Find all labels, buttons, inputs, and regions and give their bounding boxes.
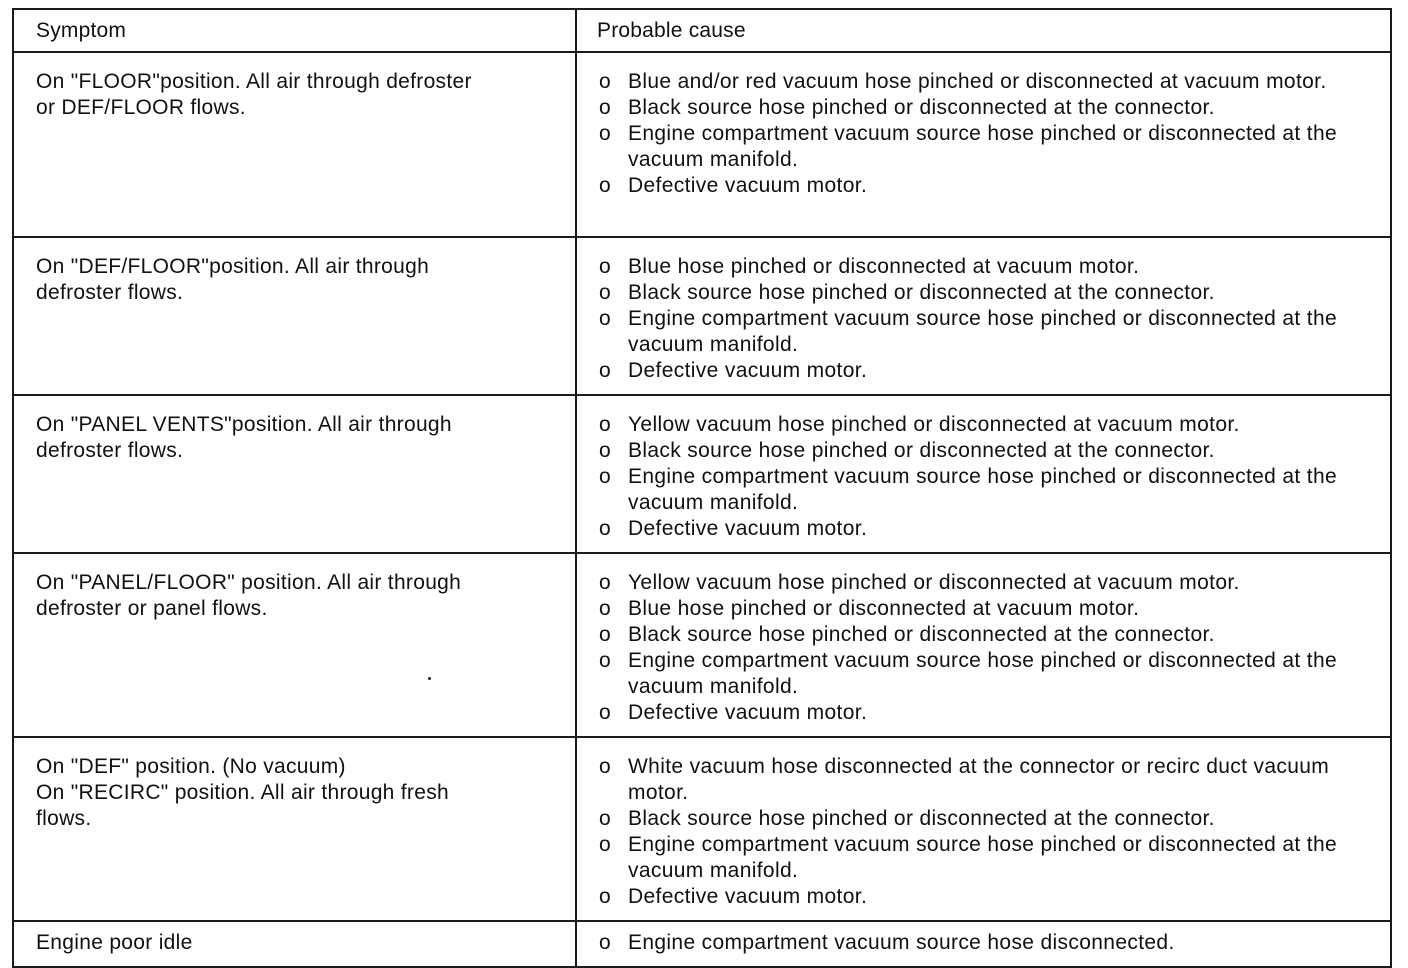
cause-item: [597, 254, 1380, 280]
symptom-header: Symptom: [36, 19, 127, 42]
cause-item: [597, 173, 1380, 199]
cause-text: Black source hose pinched or disconnected at the connector.: [628, 623, 1215, 646]
cause-text: Engine compartment vacuum source hose pinched or disconnected at the vacuum manifold.: [628, 833, 1338, 882]
cause-list: [577, 922, 1390, 966]
cause-list: [577, 238, 1390, 394]
symptom-cell: [13, 237, 576, 395]
cause-header: Probable cause: [597, 19, 746, 42]
cause-cell: [576, 237, 1391, 395]
bullet-marker: o: [599, 885, 612, 908]
bullet-marker: o: [599, 807, 612, 830]
symptom-text: Engine poor idle: [36, 931, 193, 954]
cause-list: [577, 53, 1390, 209]
cause-item: [597, 832, 1380, 884]
cause-item: [597, 570, 1380, 596]
symptom-text: On "PANEL VENTS"position. All air through defroster flows.: [36, 413, 452, 462]
troubleshooting-table: [12, 8, 1392, 968]
cause-item: [597, 280, 1380, 306]
scan-speck: [428, 677, 431, 680]
cause-item: [597, 930, 1380, 956]
cause-text: Engine compartment vacuum source hose disconnected.: [628, 931, 1175, 954]
cause-text: Engine compartment vacuum source hose pinched or disconnected at the vacuum manifold.: [628, 649, 1338, 698]
cause-item: [597, 69, 1380, 95]
cause-text: Blue hose pinched or disconnected at vacuum motor.: [628, 255, 1140, 278]
cause-text: White vacuum hose disconnected at the connector or recirc duct vacuum motor.: [628, 755, 1330, 804]
cause-text: Defective vacuum motor.: [628, 174, 868, 197]
cause-item: [597, 648, 1380, 700]
symptom-cell: [13, 52, 576, 237]
bullet-marker: o: [599, 755, 612, 778]
symptom-cell: [13, 737, 576, 921]
bullet-marker: o: [599, 255, 612, 278]
bullet-marker: o: [599, 517, 612, 540]
cause-item: [597, 358, 1380, 384]
symptom-text: On "DEF/FLOOR"position. All air through defroster flows.: [36, 255, 430, 304]
cause-item: [597, 464, 1380, 516]
symptom-cell: [13, 921, 576, 967]
bullet-marker: o: [599, 649, 612, 672]
cause-text: Yellow vacuum hose pinched or disconnected at vacuum motor.: [628, 413, 1240, 436]
bullet-marker: o: [599, 359, 612, 382]
cause-cell: [576, 553, 1391, 737]
cause-item: [597, 306, 1380, 358]
cause-item: [597, 121, 1380, 173]
symptom-text: On "FLOOR"position. All air through defroster or DEF/FLOOR flows.: [36, 70, 472, 119]
table-row: [13, 553, 1391, 737]
cause-text: Engine compartment vacuum source hose pinched or disconnected at the vacuum manifold.: [628, 122, 1338, 171]
cause-item: [597, 95, 1380, 121]
cause-item: [597, 516, 1380, 542]
bullet-marker: o: [599, 833, 612, 856]
cause-text: Defective vacuum motor.: [628, 885, 868, 908]
cause-text: Defective vacuum motor.: [628, 701, 868, 724]
symptom-header-cell: [13, 9, 576, 52]
cause-text: Black source hose pinched or disconnected at the connector.: [628, 281, 1215, 304]
cause-list: [577, 396, 1390, 552]
table-row: [13, 737, 1391, 921]
cause-item: [597, 884, 1380, 910]
cause-text: Black source hose pinched or disconnected at the connector.: [628, 96, 1215, 119]
cause-list: [577, 554, 1390, 736]
bullet-marker: o: [599, 623, 612, 646]
bullet-marker: o: [599, 307, 612, 330]
bullet-marker: o: [599, 96, 612, 119]
cause-cell: [576, 737, 1391, 921]
cause-item: [597, 412, 1380, 438]
cause-text: Defective vacuum motor.: [628, 517, 868, 540]
cause-text: Black source hose pinched or disconnected at the connector.: [628, 439, 1215, 462]
cause-text: Engine compartment vacuum source hose pinched or disconnected at the vacuum manifold.: [628, 307, 1338, 356]
bullet-marker: o: [599, 701, 612, 724]
cause-item: [597, 806, 1380, 832]
cause-header-cell: [576, 9, 1391, 52]
bullet-marker: o: [599, 413, 612, 436]
table-row: [13, 921, 1391, 967]
bullet-marker: o: [599, 465, 612, 488]
cause-item: [597, 438, 1380, 464]
bullet-marker: o: [599, 70, 612, 93]
cause-item: [597, 596, 1380, 622]
bullet-marker: o: [599, 571, 612, 594]
bullet-marker: o: [599, 122, 612, 145]
bullet-marker: o: [599, 597, 612, 620]
table-row: [13, 237, 1391, 395]
table-row: [13, 395, 1391, 553]
table-row: [13, 52, 1391, 237]
cause-text: Black source hose pinched or disconnected at the connector.: [628, 807, 1215, 830]
cause-text: Blue and/or red vacuum hose pinched or disconnected at vacuum motor.: [628, 70, 1327, 93]
cause-cell: [576, 52, 1391, 237]
cause-item: [597, 754, 1380, 806]
cause-item: [597, 700, 1380, 726]
cause-text: Defective vacuum motor.: [628, 359, 868, 382]
bullet-marker: o: [599, 174, 612, 197]
bullet-marker: o: [599, 931, 612, 954]
cause-cell: [576, 395, 1391, 553]
cause-list: [577, 738, 1390, 920]
cause-text: Blue hose pinched or disconnected at vacuum motor.: [628, 597, 1140, 620]
cause-item: [597, 622, 1380, 648]
symptom-text: On "PANEL/FLOOR" position. All air through defroster or panel flows.: [36, 571, 462, 620]
bullet-marker: o: [599, 439, 612, 462]
symptom-text: On "DEF" position. (No vacuum) On "RECIRC" position. All air through fresh flows.: [36, 755, 449, 830]
symptom-cell: [13, 395, 576, 553]
table-header-row: [13, 9, 1391, 52]
cause-text: Yellow vacuum hose pinched or disconnected at vacuum motor.: [628, 571, 1240, 594]
cause-cell: [576, 921, 1391, 967]
symptom-cell: [13, 553, 576, 737]
cause-text: Engine compartment vacuum source hose pinched or disconnected at the vacuum manifold.: [628, 465, 1338, 514]
bullet-marker: o: [599, 281, 612, 304]
